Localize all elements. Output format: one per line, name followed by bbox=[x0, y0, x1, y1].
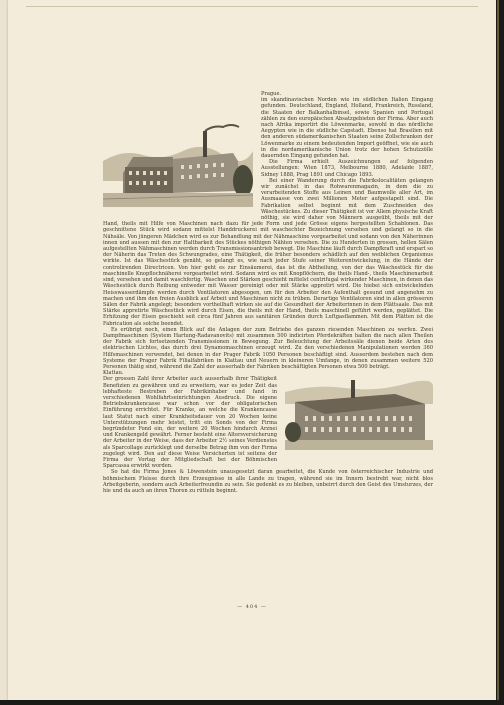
paragraph-machines: Es erübrigt noch, einen Blick auf die Anlagen der zum Betriebe des ganzen riesenden Maschinen zu werfen. Zwei Dampfmaschinen (System Hartung-Radavanovits) mit zusammen 500 indicirten Pferdekräften halten die nach allen Theilen der Fabrik sich fortsetzenden Transmissionen in Bewegung. Zur Beleuchtung der Arbeitssäle dienen beide Arten des elektrischen Lichtes, das durch drei Dynamomaschinen erzeugt wird. Zu den verschiedenen Manipulationen werden 360 Hilfsmaschinen verwendet, bei denen in der Prager Fabrik 1050 Personen beschäftigt sind. Ausserdem bestehen nach dem Systeme der Prager Fabrik Filialfabriken in Klattau und Neuern in kleineren Umfange, in denen zusammen weitere 520 Personen thätig sind, während die Zahl der ausserhalb der Fabriken beschäftigten Personen etwa 500 beträgt. bbox=[103, 326, 433, 370]
figure-factory-prague bbox=[103, 121, 253, 214]
page-number: — 404 — bbox=[237, 604, 267, 610]
figure-factory-klattau bbox=[285, 374, 433, 456]
bottom-edge bbox=[0, 700, 504, 705]
paragraph-production: Bei einer Wanderung durch die Fabrikslocalitäten gelangen wir zunächst in das Rohwarenmagazin, in dem die zu verarbeitenden Stoffe aus Leinen und Baumwolle aller Art, im Ausmaasse von zwei Millionen Meter aufgestapelt sind. Die Fabrikation selbst beginnt mit dem Zuschneiden des Wäschestückes. Zu dieser Thätigkeit ist vor Allem physische Kraft nöthig, sie wird daher von Männern ausgeübt, theils mit der Hand, theils mit Hilfe von Maschinen nach dazu für jede Form und jede Grösse eigens hergestellten Schablonen. Das geschnittene Stück wird sodann mittelst Handdruckerei mit waschechter Bezeichnung versehen und gelangt so in die Nähsäle. Von jüngeren Mädchen wird es zur Behandlung mit der Nähmaschine vorgearbeitet und sodann von den Näherinnen innen und aussen mit den zur Haltbarkeit des Stückes nöthigen Nähten versehen. Die zu Hunderten in grossen, hellen Sälen aufgestellten Nähmaschinen werden durch Transmissionsantrieb bewegt. Die Maschine läuft durch Dampfkraft und erspart so der Näherin das Treten des Schwungrades, eine Thätigkeit, die früher besonders schädlich auf den weiblichen Organismus wirkte. Ist das Wäschestück genäht, so gelangt es, wie nach jeder Stufe seiner Weiterentwickelung, in die Hände der controlirenden Directricen. Von hier geht es zur Einsäumerei, das ist die Abtheilung, von der das Wäschestück für die maschinelle Knopflochnäherei vorgearbeitet wird. Sodann wird es mit Knopflöchern, die theils Hand-, theils Maschinenarbeit sind, versehen und damit waschfertig. Waschen und Stärken geschieht mittelst centrifugal wirkender Maschinen, in denen das Wäschestück durch Reibung entweder mit Wasser gereinigt oder mit Stärke appretirt wird. Die hiebei sich entwickelnden Heisswasserdämpfe werden durch Ventilatoren abgesogen, um für den Arbeiter den Aufenthalt gesund und angenehm zu machen und ihm den freien Ausblick auf Arbeit und Maschinen nicht zu trüben. Derartige Ventilatoren sind in allen grösseren Sälen der Fabrik angelegt; besonders vortheilhaft wirken sie auf die Gesundheit der Arbeiterinnen in dem Plättsaale. Das mit Stärke appretirte Wäschestück wird durch Eisen, die theils mit der Hand, theils maschinell geführt werden, geplättet. Die Erhitzung der Eisen geschieht seit circa fünf Jahren aus sanitären Gründen durch Luftgasflammen. Mit dem Plätten ist die Fabrication als solche beendet. bbox=[103, 177, 433, 327]
paragraph-exhibitions: Die Firma erhielt Auszeichnungen auf folgenden Ausstellungen: Wien 1873, Melbourne 1880, Adelaide 1887, Sidney 1888, Prag 1891 und Chicago 1893. bbox=[261, 159, 433, 178]
factory-klattau-illustration bbox=[285, 374, 433, 456]
figure-caption: Klattau. bbox=[103, 370, 124, 377]
paragraph-text: im skandinavischen Norden wie im südlichen Italien Eingang gefunden. Deutschland, England, Holland, Frankreich, Russland, die Staaten der Balkanhalbinsel, sowie Spanien und Portugal zählen zu den europäischen Absatzgebieten der Firma. Aber auch nach Afrika importirt die Löwenmarke, sowohl in das nördliche Aegypten wie in die südliche Capstadt. Ebenso hat Brasilien mit den anderen südamerikanischen Staaten seine Zollschranken der Löwenmarke zu einem bedeutenden Import geöffnet, wie sie auch in die nordamerikanische Union trotz der hohen Schutzzölle dauernden Eingang gefunden hat. bbox=[261, 97, 433, 160]
paragraph-closing: So hat die Firma Jones & Löwenstein unausgesetzt daran gearbeitet, die Kunde von österreichischer Industrie und böhmischem Fleisse durch ihre Erzeugnisse in alle Lande zu tragen, während sie im Innern bestrebt war, nicht blos Arbeitgeberin, sondern auch Arbeiterfreundin zu sein. Sie gedenkt es zu bleiben, unbeirrt durch den Geist des Umsturzes, der hie und da auch an ihren Thoren zu rütteln beginnt. bbox=[103, 469, 433, 494]
text-column bbox=[103, 91, 433, 494]
paragraph-text: Der grossen Zahl ihrer Arbeiter auch ausserhalb ihrer Thätigkeit Benefizien zu gewähren und zu erweitern, war es jeder Zeit das lebhafteste Bestreben der Fabrikinhaber und fand in verschiedenen Wohlfahrtseinrichtungen Ausdruck. Die eigene Betriebskrankencasse war schon vor der obligatorischen Einführung errichtet. Für Kranke, an welche die Krankencasse laut Statut nach einer Krankheitsdauer von 20 Wochen keine Unterstützungen mehr leistet, tritt ein Sonds von der Firma begründeter Fond ein, der weitere 20 Wochen hindurch Arznei und Krankengeld gewährt. Ferner besteht eine Altersversicherung der Arbeiter in der Weise, dass der Arbeiter 2½ seines Verdienstes als Sparcollage zurücklegt und derselbe Betrag ihm von der Firma zugelegt wird. Den auf diese Weise Versicherten ist seitens der Firma der Vortag der Mitgliedschaft bei der Böhmischen Sparcassa erwirkt worden. bbox=[103, 376, 277, 470]
factory-prague-illustration bbox=[103, 121, 253, 214]
figure-caption: Prague. bbox=[261, 91, 282, 97]
top-rule bbox=[26, 6, 478, 7]
binding-edge bbox=[496, 0, 504, 705]
